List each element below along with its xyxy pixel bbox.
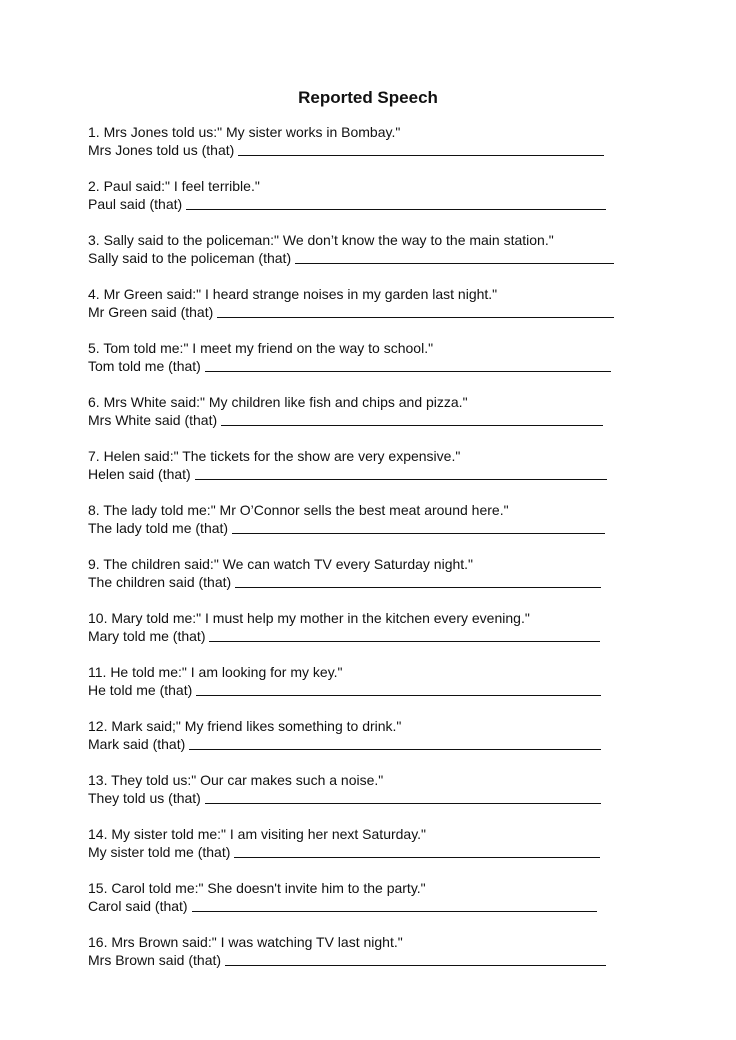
- answer-row: [88, 681, 648, 699]
- exercise-item: [88, 231, 648, 285]
- answer-row: [88, 357, 648, 375]
- reported-speech-prompt: Mr Green said (that): [88, 304, 214, 320]
- answer-blank[interactable]: [192, 897, 597, 912]
- exercise-item: [88, 123, 648, 177]
- answer-row: [88, 195, 648, 213]
- answer-blank[interactable]: [295, 249, 614, 264]
- reported-speech-prompt: Tom told me (that): [88, 358, 201, 374]
- exercise-item: [88, 879, 648, 933]
- answer-row: [88, 843, 648, 861]
- answer-row: [88, 951, 648, 969]
- answer-row: [88, 519, 648, 537]
- direct-speech-sentence: 13. They told us:" Our car makes such a noise.": [88, 772, 384, 788]
- direct-speech-sentence: 15. Carol told me:" She doesn't invite him to the party.": [88, 880, 426, 896]
- answer-row: [88, 465, 648, 483]
- answer-row: [88, 789, 648, 807]
- answer-blank[interactable]: [209, 627, 600, 642]
- reported-speech-prompt: Mary told me (that): [88, 628, 206, 644]
- answer-blank[interactable]: [235, 573, 601, 588]
- direct-speech-sentence: 10. Mary told me:" I must help my mother in the kitchen every evening.": [88, 610, 530, 626]
- exercise-item: [88, 447, 648, 501]
- reported-speech-prompt: My sister told me (that): [88, 844, 231, 860]
- page-title: Reported Speech: [298, 88, 438, 107]
- direct-speech-sentence: 3. Sally said to the policeman:" We don’t know the way to the main station.": [88, 232, 554, 248]
- reported-speech-prompt: Carol said (that): [88, 898, 188, 914]
- answer-blank[interactable]: [186, 195, 606, 210]
- direct-speech-sentence: 11. He told me:" I am looking for my key.": [88, 664, 343, 680]
- answer-blank[interactable]: [196, 681, 601, 696]
- answer-row: [88, 141, 648, 159]
- reported-speech-prompt: Mark said (that): [88, 736, 186, 752]
- answer-row: [88, 249, 648, 267]
- answer-blank[interactable]: [189, 735, 601, 750]
- exercise-item: [88, 609, 648, 663]
- reported-speech-prompt: Mrs White said (that): [88, 412, 218, 428]
- exercise-item: [88, 663, 648, 717]
- exercise-item: [88, 177, 648, 231]
- answer-row: [88, 627, 648, 645]
- direct-speech-sentence: 16. Mrs Brown said:" I was watching TV last night.": [88, 934, 403, 950]
- exercise-item: [88, 555, 648, 609]
- reported-speech-prompt: They told us (that): [88, 790, 201, 806]
- reported-speech-prompt: The children said (that): [88, 574, 232, 590]
- answer-blank[interactable]: [195, 465, 607, 480]
- answer-row: [88, 897, 648, 915]
- reported-speech-prompt: He told me (that): [88, 682, 193, 698]
- exercise-item: [88, 393, 648, 447]
- reported-speech-prompt: Paul said (that): [88, 196, 183, 212]
- direct-speech-sentence: 7. Helen said:" The tickets for the show are very expensive.": [88, 448, 461, 464]
- direct-speech-sentence: 5. Tom told me:" I meet my friend on the way to school.": [88, 340, 434, 356]
- direct-speech-sentence: 14. My sister told me:" I am visiting her next Saturday.": [88, 826, 427, 842]
- direct-speech-sentence: 1. Mrs Jones told us:" My sister works in Bombay.": [88, 124, 401, 140]
- answer-blank[interactable]: [232, 519, 605, 534]
- answer-blank[interactable]: [205, 789, 601, 804]
- answer-blank[interactable]: [234, 843, 600, 858]
- direct-speech-sentence: 2. Paul said:" I feel terrible.": [88, 178, 260, 194]
- answer-row: [88, 735, 648, 753]
- answer-row: [88, 411, 648, 429]
- exercise-item: [88, 771, 648, 825]
- reported-speech-prompt: Helen said (that): [88, 466, 191, 482]
- answer-blank[interactable]: [217, 303, 614, 318]
- answer-blank[interactable]: [225, 951, 606, 966]
- direct-speech-sentence: 6. Mrs White said:" My children like fish and chips and pizza.": [88, 394, 468, 410]
- reported-speech-prompt: Mrs Jones told us (that): [88, 142, 235, 158]
- answer-row: [88, 303, 648, 321]
- exercise-item: [88, 825, 648, 879]
- exercise-item: [88, 285, 648, 339]
- direct-speech-sentence: 12. Mark said;" My friend likes something to drink.": [88, 718, 402, 734]
- reported-speech-prompt: The lady told me (that): [88, 520, 229, 536]
- answer-blank[interactable]: [205, 357, 611, 372]
- direct-speech-sentence: 4. Mr Green said:" I heard strange noises in my garden last night.": [88, 286, 498, 302]
- exercise-item: [88, 717, 648, 771]
- exercise-list: [88, 123, 648, 987]
- answer-blank[interactable]: [221, 411, 603, 426]
- answer-row: [88, 573, 648, 591]
- reported-speech-prompt: Mrs Brown said (that): [88, 952, 222, 968]
- reported-speech-prompt: Sally said to the policeman (that): [88, 250, 292, 266]
- direct-speech-sentence: 9. The children said:" We can watch TV every Saturday night.": [88, 556, 474, 572]
- exercise-item: [88, 501, 648, 555]
- exercise-item: [88, 933, 648, 987]
- exercise-item: [88, 339, 648, 393]
- direct-speech-sentence: 8. The lady told me:" Mr O’Connor sells the best meat around here.": [88, 502, 509, 518]
- answer-blank[interactable]: [238, 141, 604, 156]
